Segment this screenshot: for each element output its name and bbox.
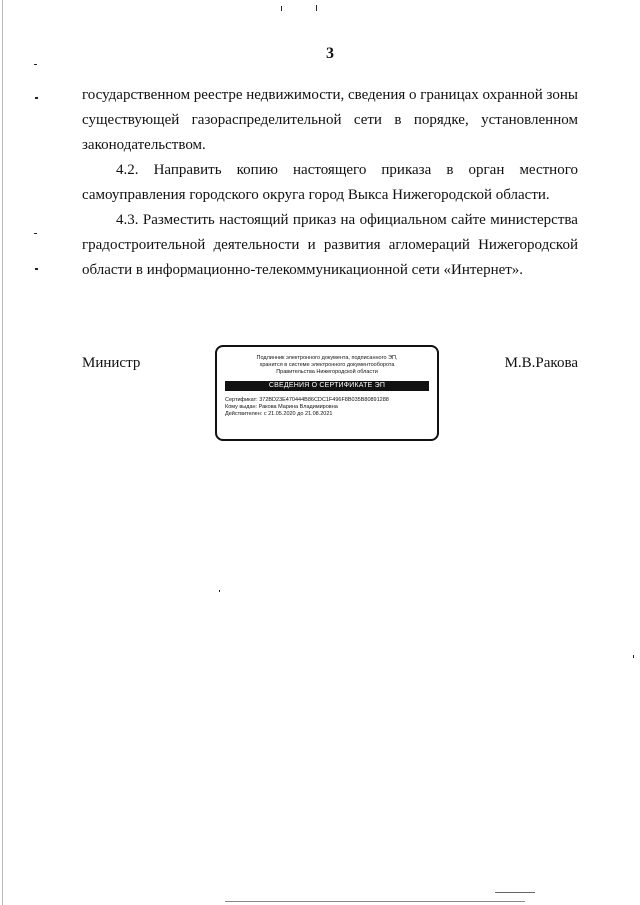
word: существующей — [82, 112, 180, 128]
word: сведения — [347, 87, 406, 103]
word: деятельности — [213, 237, 300, 253]
word: границах — [420, 87, 479, 103]
scan-mark — [219, 590, 220, 592]
signature-block — [0, 345, 640, 445]
word: в — [394, 112, 402, 128]
word: Разместить — [142, 212, 215, 228]
word: официальном — [359, 212, 447, 228]
word: установленном — [481, 112, 578, 128]
scan-mark — [281, 6, 282, 11]
word: Направить — [153, 162, 222, 178]
word: настоящего — [293, 162, 367, 178]
scan-mark — [316, 5, 317, 11]
stamp-header-line: Подлинник электронного документа, подписанного ЭП, — [256, 355, 398, 361]
word: министерства — [490, 212, 578, 228]
word: недвижимости, — [246, 87, 345, 103]
para3-line1 — [82, 208, 578, 233]
stamp-details — [225, 397, 429, 418]
electronic-signature-stamp — [215, 345, 439, 441]
word: приказ — [292, 212, 337, 228]
word: орган — [468, 162, 505, 178]
scan-mark — [225, 901, 525, 902]
word: газораспределительной — [191, 112, 342, 128]
word: агломераций — [388, 237, 470, 253]
binding-edge — [2, 0, 3, 905]
stamp-issued-to: Кому выдан: Ракова Марина Владимировна — [225, 404, 338, 410]
stamp-header-line: хранится в системе электронного документооборота — [259, 362, 395, 368]
word: и — [307, 237, 316, 253]
signer-title: Министр — [82, 355, 141, 371]
word: в — [446, 162, 454, 178]
word: охранной — [482, 87, 543, 103]
scan-mark — [34, 64, 37, 65]
scan-mark — [495, 892, 535, 893]
word: зоны — [546, 87, 578, 103]
para1-line3: законодательством. — [82, 137, 206, 153]
word: настоящий — [219, 212, 289, 228]
scan-mark — [35, 97, 38, 99]
word: 4.2. — [116, 162, 139, 178]
para3-line2 — [82, 233, 578, 258]
para1-line2 — [82, 108, 578, 133]
page-number: 3 — [326, 45, 334, 62]
stamp-validity: Действителен: с 21.05.2020 до 21.08.2021 — [225, 411, 333, 417]
stamp-header-line: Правительства Нижегородской области — [276, 369, 378, 375]
para3-line3: области в информационно-телекоммуникационной сети «Интернет». — [82, 262, 524, 278]
word: реестре — [193, 87, 243, 103]
para2-line2: самоуправления городского округа город Выкса Нижегородской области. — [82, 187, 550, 203]
word: развития — [323, 237, 381, 253]
word: копию — [236, 162, 278, 178]
word: о — [409, 87, 417, 103]
stamp-header — [217, 355, 437, 376]
word: приказа — [381, 162, 432, 178]
signer-name: М.В.Ракова — [504, 355, 578, 371]
stamp-certificate-title: СВЕДЕНИЯ О СЕРТИФИКАТЕ ЭП — [225, 381, 429, 391]
word: 4.3. — [116, 212, 139, 228]
scan-mark — [633, 655, 634, 658]
scan-mark — [34, 233, 37, 234]
para2-line1 — [82, 158, 578, 183]
word: местного — [519, 162, 578, 178]
para1-line1 — [82, 83, 578, 108]
stamp-certificate-number: Сертификат: 372BD23E470444B86CDC1F496F8B035B80891288 — [225, 397, 389, 403]
word: Нижегородской — [478, 237, 578, 253]
word: государственном — [82, 87, 191, 103]
word: порядке, — [413, 112, 469, 128]
word: градостроительной — [82, 237, 206, 253]
word: на — [340, 212, 356, 228]
scan-mark — [35, 268, 38, 270]
word: сайте — [451, 212, 486, 228]
document-body — [82, 83, 578, 283]
word: сети — [353, 112, 382, 128]
